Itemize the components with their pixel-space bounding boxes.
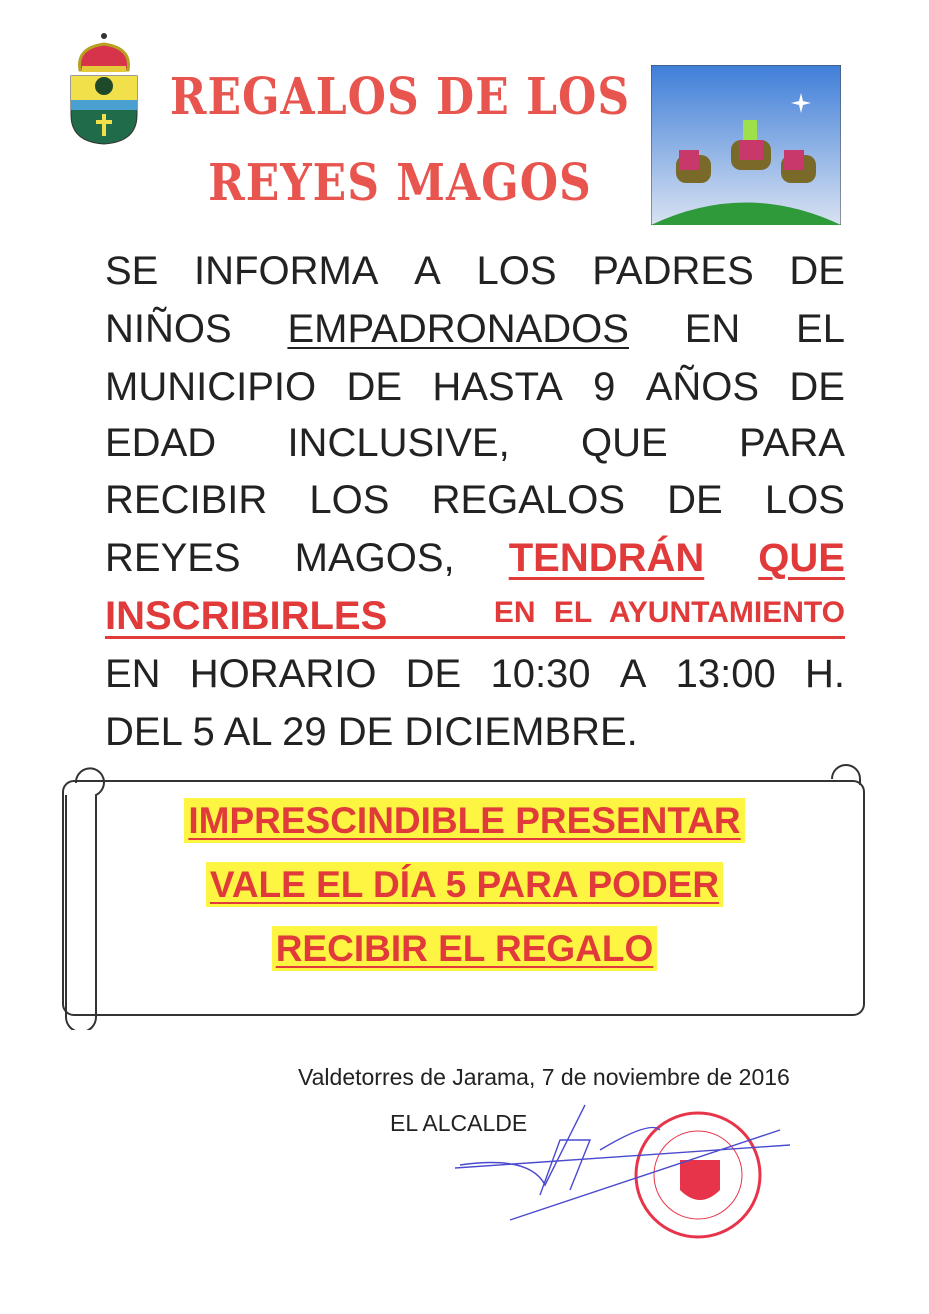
banner-line-3: RECIBIR EL REGALO [0,928,929,970]
word: DE [405,652,462,696]
word: EDAD [105,421,217,465]
body-line-6 [105,535,845,581]
word: EL [796,307,845,351]
emphasis-phrase: EN EL AYUNTAMIENTO [493,596,845,629]
word: INCLUSIVE, [287,421,510,465]
word: PADRES [592,249,754,293]
word: INFORMA [194,249,379,293]
word: 9 [593,365,616,409]
body-line-1 [105,248,845,294]
word: EN [105,652,161,696]
word: EN [684,307,741,351]
word: HASTA [432,365,563,409]
body-line-2 [105,306,845,352]
banner-line-1: IMPRESCINDIBLE PRESENTAR [0,800,929,842]
body-line-9: DEL 5 AL 29 DE DICIEMBRE. [105,710,638,754]
word: H. [804,652,845,696]
body-line-5 [105,477,845,523]
word: DE [789,249,845,293]
word: DE [667,478,723,522]
word: AÑOS [645,365,760,409]
body-line-4 [105,420,845,466]
word: MAGOS, [294,536,455,580]
three-kings-illustration [651,65,841,225]
word: REGALOS [431,478,626,522]
body-line-7 [105,593,845,639]
underlined-word: EMPADRONADOS [287,307,629,351]
word: MUNICIPIO [105,365,317,409]
title-line-2: REYES MAGOS [208,154,592,213]
emphasis-word: TENDRÁN [508,536,705,580]
emphasis-word: INSCRIBIRLES [105,594,388,638]
word: PARA [739,421,845,465]
word: RECIBIR [105,478,268,522]
word: QUE [581,421,668,465]
word: 10:30 [490,652,591,696]
word: NIÑOS [105,307,232,351]
word: DE [346,365,403,409]
word: REYES [105,536,241,580]
signer-title: EL ALCALDE [390,1110,528,1136]
body-line-3 [105,364,845,410]
word: LOS [309,478,390,522]
word: A [619,652,647,696]
word: 13:00 [675,652,776,696]
word: DE [789,365,845,409]
word: LOS [764,478,845,522]
banner-line-2: VALE EL DÍA 5 PARA PODER [0,864,929,906]
word: HORARIO [189,652,377,696]
word: A [414,249,441,293]
word: LOS [476,249,557,293]
signature-and-stamp [450,1100,790,1290]
coat-of-arms-icon [66,30,142,145]
emphasis-word: QUE [758,536,845,580]
title-line-1: REGALOS DE LOS [169,68,631,127]
body-line-8 [105,651,845,697]
place-date: Valdetorres de Jarama, 7 de noviembre de 2016 [298,1064,790,1090]
word: SE [105,249,159,293]
